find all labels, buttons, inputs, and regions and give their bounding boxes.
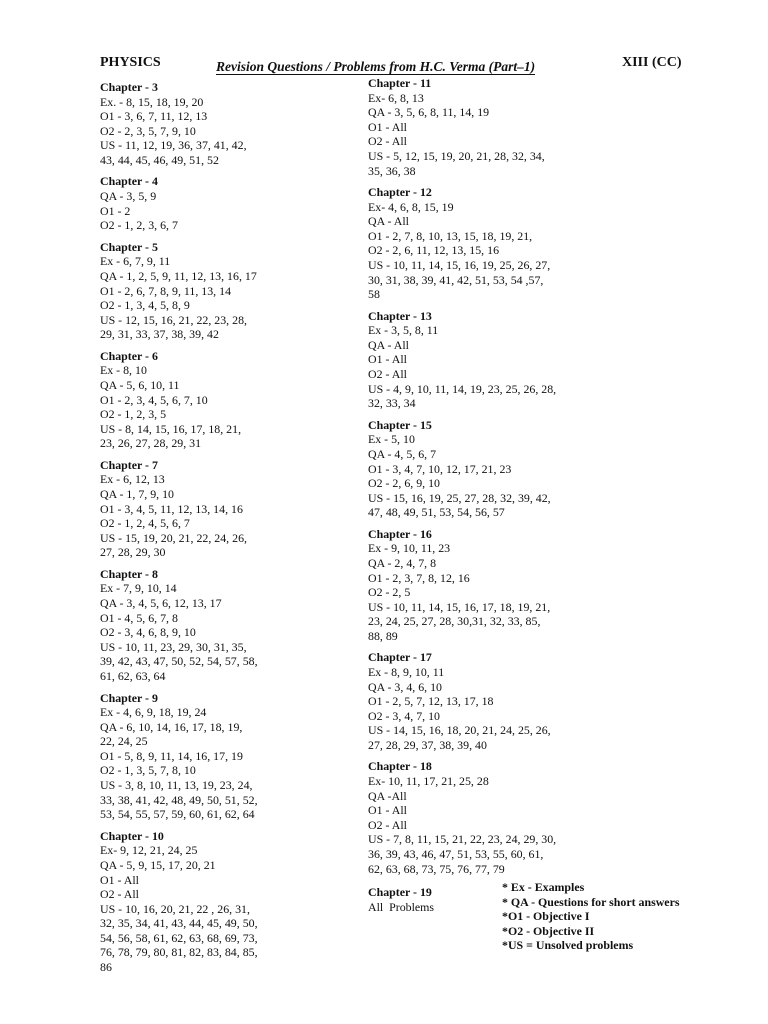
chapter-line: O1 - All <box>368 352 407 367</box>
chapter-line: 33, 38, 41, 42, 48, 49, 50, 51, 52, <box>100 792 258 807</box>
chapter-line: US - 10, 16, 20, 21, 22 , 26, 31, <box>100 901 250 916</box>
chapter-line: 58 <box>368 287 380 302</box>
chapter-block <box>368 650 608 752</box>
chapter-title: Chapter - 17 <box>368 650 432 665</box>
legend-item: * Ex - Examples <box>502 880 585 894</box>
chapter-line: O1 - 2, 6, 7, 8, 9, 11, 13, 14 <box>100 283 232 298</box>
chapter-line: O1 - 2 <box>100 203 131 218</box>
chapter-block <box>100 240 340 342</box>
chapter-block <box>100 174 340 232</box>
chapter-block <box>100 458 340 560</box>
chapter-line: 27, 28, 29, 30 <box>100 545 166 560</box>
chapter-line: O1 - All <box>368 119 407 134</box>
chapter-line: O2 - All <box>100 887 139 902</box>
chapter-line: US - 11, 12, 19, 36, 37, 41, 42, <box>100 138 247 153</box>
chapter-line: 88, 89 <box>368 628 398 643</box>
chapter-line: 39, 42, 43, 47, 50, 52, 54, 57, 58, <box>100 654 258 669</box>
chapter-line: 30, 31, 38, 39, 41, 42, 51, 53, 54 ,57, <box>368 272 544 287</box>
chapter-line: 32, 33, 34 <box>368 396 416 411</box>
chapter-line: Ex - 7, 9, 10, 14 <box>100 581 177 596</box>
chapter-line: 27, 28, 29, 37, 38, 39, 40 <box>368 737 487 752</box>
chapter-line: O2 - 1, 3, 5, 7, 8, 10 <box>100 763 196 778</box>
chapter-line: QA - 3, 4, 6, 10 <box>368 679 442 694</box>
chapter-line: 22, 24, 25 <box>100 734 148 749</box>
chapter-line: 29, 31, 33, 37, 38, 39, 42 <box>100 327 219 342</box>
chapter-line: O2 - 2, 6, 11, 12, 13, 15, 16 <box>368 243 500 258</box>
page-subject: PHYSICS <box>100 55 161 70</box>
chapter-line: O2 - 2, 6, 9, 10 <box>368 476 440 491</box>
chapter-line: Ex - 4, 6, 9, 18, 19, 24 <box>100 705 207 720</box>
chapter-line: O1 - All <box>368 803 407 818</box>
chapter-block <box>100 691 340 822</box>
chapter-line: O1 - 2, 3, 7, 8, 12, 16 <box>368 570 470 585</box>
chapter-line: O2 - 1, 3, 4, 5, 8, 9 <box>100 298 190 313</box>
chapter-line: US - 8, 14, 15, 16, 17, 18, 21, <box>100 421 242 436</box>
chapter-block <box>100 349 340 451</box>
chapter-title: Chapter - 9 <box>100 690 158 705</box>
chapter-line: O2 - All <box>368 367 407 382</box>
chapter-line: O2 - 2, 5 <box>368 585 411 600</box>
chapter-block <box>100 829 340 975</box>
chapter-block <box>368 418 608 520</box>
legend-item: *US = Unsolved problems <box>502 938 634 953</box>
chapter-title: Chapter - 10 <box>100 828 164 843</box>
chapter-line: 43, 44, 45, 46, 49, 51, 52 <box>100 152 219 167</box>
chapter-line: O1 - 2, 5, 7, 12, 13, 17, 18 <box>368 694 494 709</box>
chapter-line: QA - All <box>368 214 409 229</box>
chapter-title: Chapter - 11 <box>368 76 432 90</box>
chapter-title: Chapter - 8 <box>100 566 158 581</box>
chapter-title: Chapter - 12 <box>368 185 432 200</box>
chapter-title: Chapter - 7 <box>100 457 158 472</box>
chapter-line: Ex - 6, 12, 13 <box>100 472 165 487</box>
chapter-19-block <box>368 885 434 914</box>
chapter-line: O1 - 5, 8, 9, 11, 14, 16, 17, 19 <box>100 748 243 763</box>
chapter-line: US - 12, 15, 16, 21, 22, 23, 28, <box>100 312 247 327</box>
chapter-title: Chapter - 4 <box>100 174 158 189</box>
page-title: Revision Questions / Problems from H.C. Verma (Part–1) <box>216 59 536 74</box>
chapter-line: QA -All <box>368 788 407 803</box>
chapter-title: Chapter - 6 <box>100 348 158 363</box>
chapter-line: O1 - 2, 3, 4, 5, 6, 7, 10 <box>100 392 208 407</box>
chapter-line: Ex - 8, 10 <box>100 363 147 378</box>
chapter-line: QA - 1, 7, 9, 10 <box>100 487 174 501</box>
chapter-block <box>368 527 608 644</box>
chapter-line: Ex. - 8, 15, 18, 19, 20 <box>100 94 204 109</box>
chapter-line: O2 - 1, 2, 3, 5 <box>100 407 167 422</box>
chapter-line: QA - 3, 5, 9 <box>100 189 157 204</box>
chapter-line: QA - 6, 10, 14, 16, 17, 18, 19, <box>100 719 243 734</box>
chapter-line: 54, 56, 58, 61, 62, 63, 68, 69, 73, <box>100 930 258 945</box>
chapter-line: Ex - 8, 9, 10, 11 <box>368 665 445 680</box>
chapter-line: O2 - 1, 2, 4, 5, 6, 7 <box>100 516 190 531</box>
chapter-line: QA - 5, 9, 15, 17, 20, 21 <box>100 857 216 872</box>
chapter-line: US - 14, 15, 16, 18, 20, 21, 24, 25, 26, <box>368 723 551 738</box>
chapter-line: 86 <box>100 960 112 975</box>
chapter-line: 62, 63, 68, 73, 75, 76, 77, 79 <box>368 861 505 876</box>
legend-item: * QA - Questions for short answers <box>502 894 680 909</box>
chapter-line: 53, 54, 55, 57, 59, 60, 61, 62, 64 <box>100 807 255 822</box>
chapter-line: QA - 1, 2, 5, 9, 11, 12, 13, 16, 17 <box>100 268 257 283</box>
chapter-line: US - 15, 19, 20, 21, 22, 24, 26, <box>100 530 247 545</box>
chapter-line: 36, 39, 43, 46, 47, 51, 53, 55, 60, 61, <box>368 847 544 862</box>
chapter-line: US - 3, 8, 10, 11, 13, 19, 23, 24, <box>100 778 253 793</box>
chapter-title: Chapter - 18 <box>368 759 432 774</box>
chapter-line: US - 10, 11, 14, 15, 16, 19, 25, 26, 27, <box>368 258 551 273</box>
chapter-line: O1 - 3, 6, 7, 11, 12, 13 <box>100 109 208 124</box>
chapter-line: US - 5, 12, 15, 19, 20, 21, 28, 32, 34, <box>368 148 545 163</box>
legend-item: *O2 - Objective II <box>502 923 595 938</box>
chapter-line: O1 - 3, 4, 7, 10, 12, 17, 21, 23 <box>368 461 512 476</box>
chapter-title: Chapter - 16 <box>368 526 432 541</box>
chapter-line: O2 - 3, 4, 6, 8, 9, 10 <box>100 625 196 640</box>
chapter-line: O1 - 2, 7, 8, 10, 13, 15, 18, 19, 21, <box>368 228 533 243</box>
chapter-line: QA - 2, 4, 7, 8 <box>368 555 437 570</box>
chapter-line: All Problems <box>368 899 435 914</box>
chapter-line: O2 - All <box>368 817 407 832</box>
chapter-block <box>368 185 608 302</box>
chapter-line: QA - 3, 4, 5, 6, 12, 13, 17 <box>100 596 222 611</box>
chapter-title: Chapter - 15 <box>368 417 432 432</box>
chapter-line: QA - All <box>368 337 409 352</box>
chapter-line: 76, 78, 79, 80, 81, 82, 83, 84, 85, <box>100 945 258 960</box>
chapter-line: 23, 24, 25, 27, 28, 30,31, 32, 33, 85, <box>368 614 541 629</box>
chapter-line: O2 - All <box>368 134 407 149</box>
chapter-block <box>368 76 608 178</box>
chapter-block <box>368 759 608 876</box>
chapter-line: 47, 48, 49, 51, 53, 54, 56, 57 <box>368 505 505 520</box>
chapter-title: Chapter - 13 <box>368 308 432 323</box>
chapter-title: Chapter - 5 <box>100 239 158 254</box>
chapter-block <box>368 309 608 411</box>
chapter-line: 61, 62, 63, 64 <box>100 669 166 684</box>
chapter-line: O2 - 2, 3, 5, 7, 9, 10 <box>100 123 196 138</box>
chapter-title: Chapter - 3 <box>100 80 158 94</box>
chapter-line: O1 - All <box>100 872 139 887</box>
chapter-line: Ex - 3, 5, 8, 11 <box>368 323 439 338</box>
chapter-line: Ex - 5, 10 <box>368 432 415 447</box>
chapter-line: O1 - 4, 5, 6, 7, 8 <box>100 610 178 625</box>
legend <box>502 880 679 953</box>
chapter-line: Ex - 9, 10, 11, 23 <box>368 541 451 556</box>
chapter-line: O2 - 3, 4, 7, 10 <box>368 708 440 723</box>
chapter-line: QA - 4, 5, 6, 7 <box>368 446 437 461</box>
chapter-line: O1 - 3, 4, 5, 11, 12, 13, 14, 16 <box>100 501 243 516</box>
chapter-block <box>100 80 340 168</box>
chapter-line: Ex- 9, 12, 21, 24, 25 <box>100 843 198 858</box>
chapter-line: O2 - 1, 2, 3, 6, 7 <box>100 218 178 233</box>
chapter-line: Ex- 6, 8, 13 <box>368 90 424 105</box>
chapter-line: 32, 35, 34, 41, 43, 44, 45, 49, 50, <box>100 916 258 931</box>
page-class-code: XIII (CC) <box>622 55 682 70</box>
chapter-line: US - 10, 11, 23, 29, 30, 31, 35, <box>100 639 247 654</box>
chapter-line: 23, 26, 27, 28, 29, 31 <box>100 436 202 451</box>
chapter-line: 35, 36, 38 <box>368 163 416 178</box>
chapter-line: Ex- 4, 6, 8, 15, 19 <box>368 199 454 214</box>
right-column <box>368 76 608 883</box>
chapter-line: QA - 5, 6, 10, 11 <box>100 377 180 392</box>
chapter-line: US - 15, 16, 19, 25, 27, 28, 32, 39, 42, <box>368 490 551 505</box>
chapter-line: US - 7, 8, 11, 15, 21, 22, 23, 24, 29, 30, <box>368 832 557 847</box>
legend-item: *O1 - Objective I <box>502 909 590 924</box>
chapter-block <box>100 567 340 684</box>
chapter-line: US - 4, 9, 10, 11, 14, 19, 23, 25, 26, 28, <box>368 381 557 396</box>
chapter-line: US - 10, 11, 14, 15, 16, 17, 18, 19, 21, <box>368 599 551 614</box>
left-column <box>100 80 340 982</box>
chapter-title: Chapter - 19 <box>368 885 432 899</box>
chapter-line: QA - 3, 5, 6, 8, 11, 14, 19 <box>368 105 490 120</box>
chapter-line: Ex- 10, 11, 17, 21, 25, 28 <box>368 774 489 789</box>
chapter-line: Ex - 6, 7, 9, 11 <box>100 254 171 269</box>
